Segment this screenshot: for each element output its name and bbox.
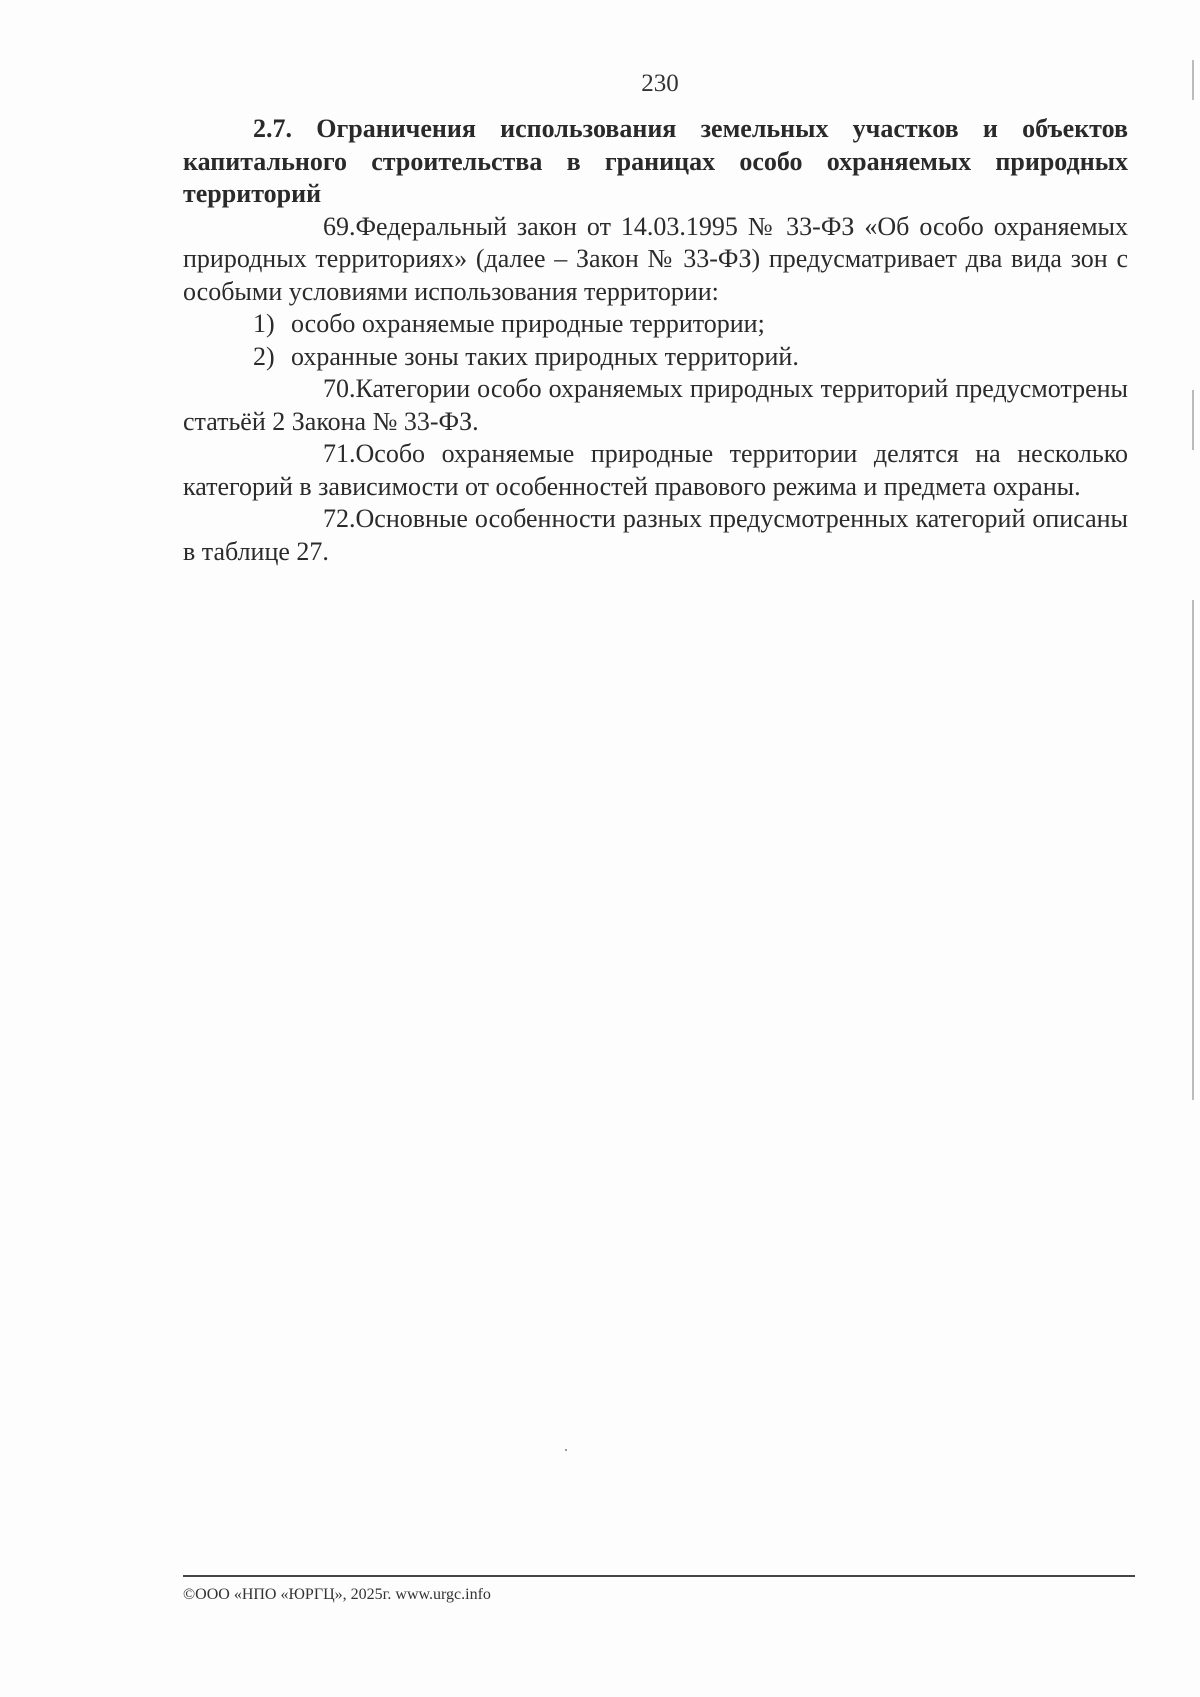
paragraph-71 — [183, 438, 1128, 503]
list-item-text: особо охраняемые природные территории; — [291, 309, 765, 338]
list-item — [183, 308, 1128, 341]
paragraph-69 — [183, 211, 1128, 309]
paragraph-72 — [183, 503, 1128, 568]
list-item-number: 2) — [253, 341, 275, 371]
paragraph-text: Категории особо охраняемых природных территорий предусмотрены статьёй 2 Закона № 33-ФЗ. — [183, 374, 1128, 436]
paragraph-text: Федеральный закон от 14.03.1995 № 33-ФЗ «Об особо охраняемых природных территориях» (далее – Закон № 33-ФЗ) предусматривает два вида зон с особыми условиями использования территории: — [183, 211, 1128, 306]
paragraph-text: Основные особенности разных предусмотренных категорий описаны в таблице 27. — [183, 504, 1128, 566]
paragraph-number: 71. — [323, 439, 356, 468]
scan-edge-mark — [1192, 600, 1194, 1100]
scan-edge-mark — [1192, 390, 1194, 450]
scan-edge-mark — [1192, 60, 1194, 100]
paragraph-number: 70. — [323, 374, 356, 403]
paragraph-number: 72. — [323, 504, 356, 533]
page-number: 230 — [641, 70, 679, 97]
section-heading: 2.7. Ограничения использования земельных участков и объектов капитального строительства в границах особо охраняемых природных территорий — [183, 114, 1128, 208]
list-item-number: 1) — [253, 309, 275, 338]
list-item-text: охранные зоны таких природных территорий. — [291, 341, 799, 371]
paragraph-70 — [183, 373, 1128, 438]
footer-copyright: ©ООО «НПО «ЮРГЦ», 2025г. www.urgc.info — [183, 1586, 491, 1603]
list-item — [183, 341, 1128, 374]
scan-speck — [565, 1449, 567, 1451]
document-body — [183, 113, 1128, 568]
footer-divider — [183, 1575, 1135, 1577]
paragraph-text: Особо охраняемые природные территории делятся на несколько категорий в зависимости от особенностей правового режима и предмета охраны. — [183, 439, 1128, 501]
paragraph-number: 69. — [323, 211, 356, 241]
